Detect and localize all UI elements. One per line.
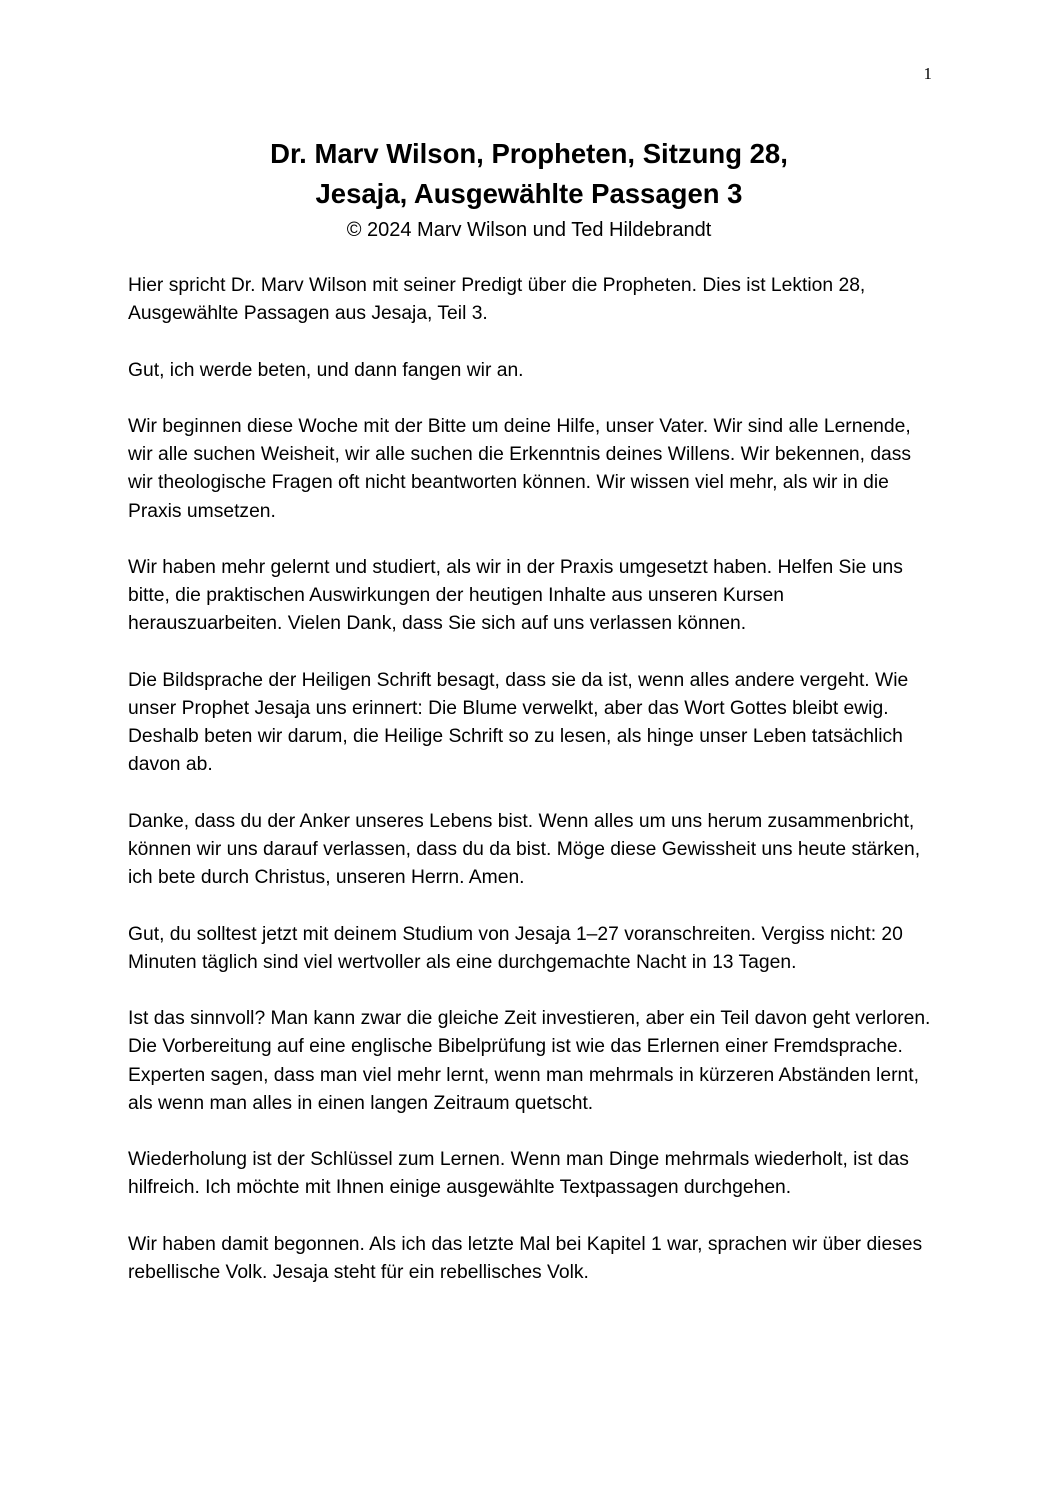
paragraph: Ist das sinnvoll? Man kann zwar die gleiche Zeit investieren, aber ein Teil davon geht verloren. Die Vorbereitung auf eine englische Bibelprüfung ist wie das Erlernen einer Fremdsprache. Experten sagen, dass man viel mehr lernt, wenn man mehrmals in kürzeren Abständen lernt, als wenn man alles in einen langen Zeitraum quetscht.	[128, 1008, 931, 1114]
paragraph: Wiederholung ist der Schlüssel zum Lernen. Wenn man Dinge mehrmals wiederholt, ist das hilfreich. Ich möchte mit Ihnen einige ausgewählte Textpassagen durchgehen.	[128, 1149, 909, 1199]
paragraph: Wir haben damit begonnen. Als ich das letzte Mal bei Kapitel 1 war, sprachen wir über dieses rebellische Volk. Jesaja steht für ein rebellisches Volk.	[128, 1233, 923, 1283]
title-line-1: Dr. Marv Wilson, Propheten, Sitzung 28,	[270, 138, 788, 169]
paragraph: Die Bildsprache der Heiligen Schrift besagt, dass sie da ist, wenn alles andere vergeht. Wie unser Prophet Jesaja uns erinnert: Die Blume verwelkt, aber das Wort Gottes bleibt ewig. Deshalb beten wir darum, die Heilige Schrift so zu lesen, als hinge unser Leben tatsächlich davon ab.	[128, 669, 909, 776]
paragraph: Wir haben mehr gelernt und studiert, als wir in der Praxis umgesetzt haben. Helfen Sie uns bitte, die praktischen Auswirkungen der heutigen Inhalte aus unseren Kursen herauszuarbeiten. Vielen Dank, dass Sie sich auf uns verlassen können.	[128, 556, 903, 635]
copyright-notice: © 2024 Marv Wilson und Ted Hildebrandt	[346, 219, 712, 241]
title-line-2: Jesaja, Ausgewählte Passagen 3	[315, 178, 743, 209]
page-number: 1	[923, 64, 932, 83]
paragraph: Danke, dass du der Anker unseres Lebens bist. Wenn alles um uns herum zusammenbricht, können wir uns darauf verlassen, dass du da bist. Möge diese Gewissheit uns heute stärken, ich bete durch Christus, unseren Herrn. Amen.	[128, 810, 921, 889]
paragraph: Wir beginnen diese Woche mit der Bitte um deine Hilfe, unser Vater. Wir sind alle Lernende, wir alle suchen Weisheit, wir alle suchen die Erkenntnis deines Willens. Wir bekennen, dass wir theologische Fragen oft nicht beantworten können. Wir wissen viel mehr, als wir in die Praxis umsetzen.	[128, 415, 912, 522]
paragraph: Hier spricht Dr. Marv Wilson mit seiner Predigt über die Propheten. Dies ist Lektion 28, Ausgewählte Passagen aus Jesaja, Teil 3.	[128, 275, 866, 325]
paragraph: Gut, du solltest jetzt mit deinem Studium von Jesaja 1–27 voranschreiten. Vergiss nicht: 20 Minuten täglich sind viel wertvoller als eine durchgemachte Nacht in 13 Tagen.	[128, 923, 903, 973]
paragraph: Gut, ich werde beten, und dann fangen wir an.	[128, 359, 524, 381]
document-body	[128, 272, 938, 1315]
document-header	[0, 134, 1058, 246]
